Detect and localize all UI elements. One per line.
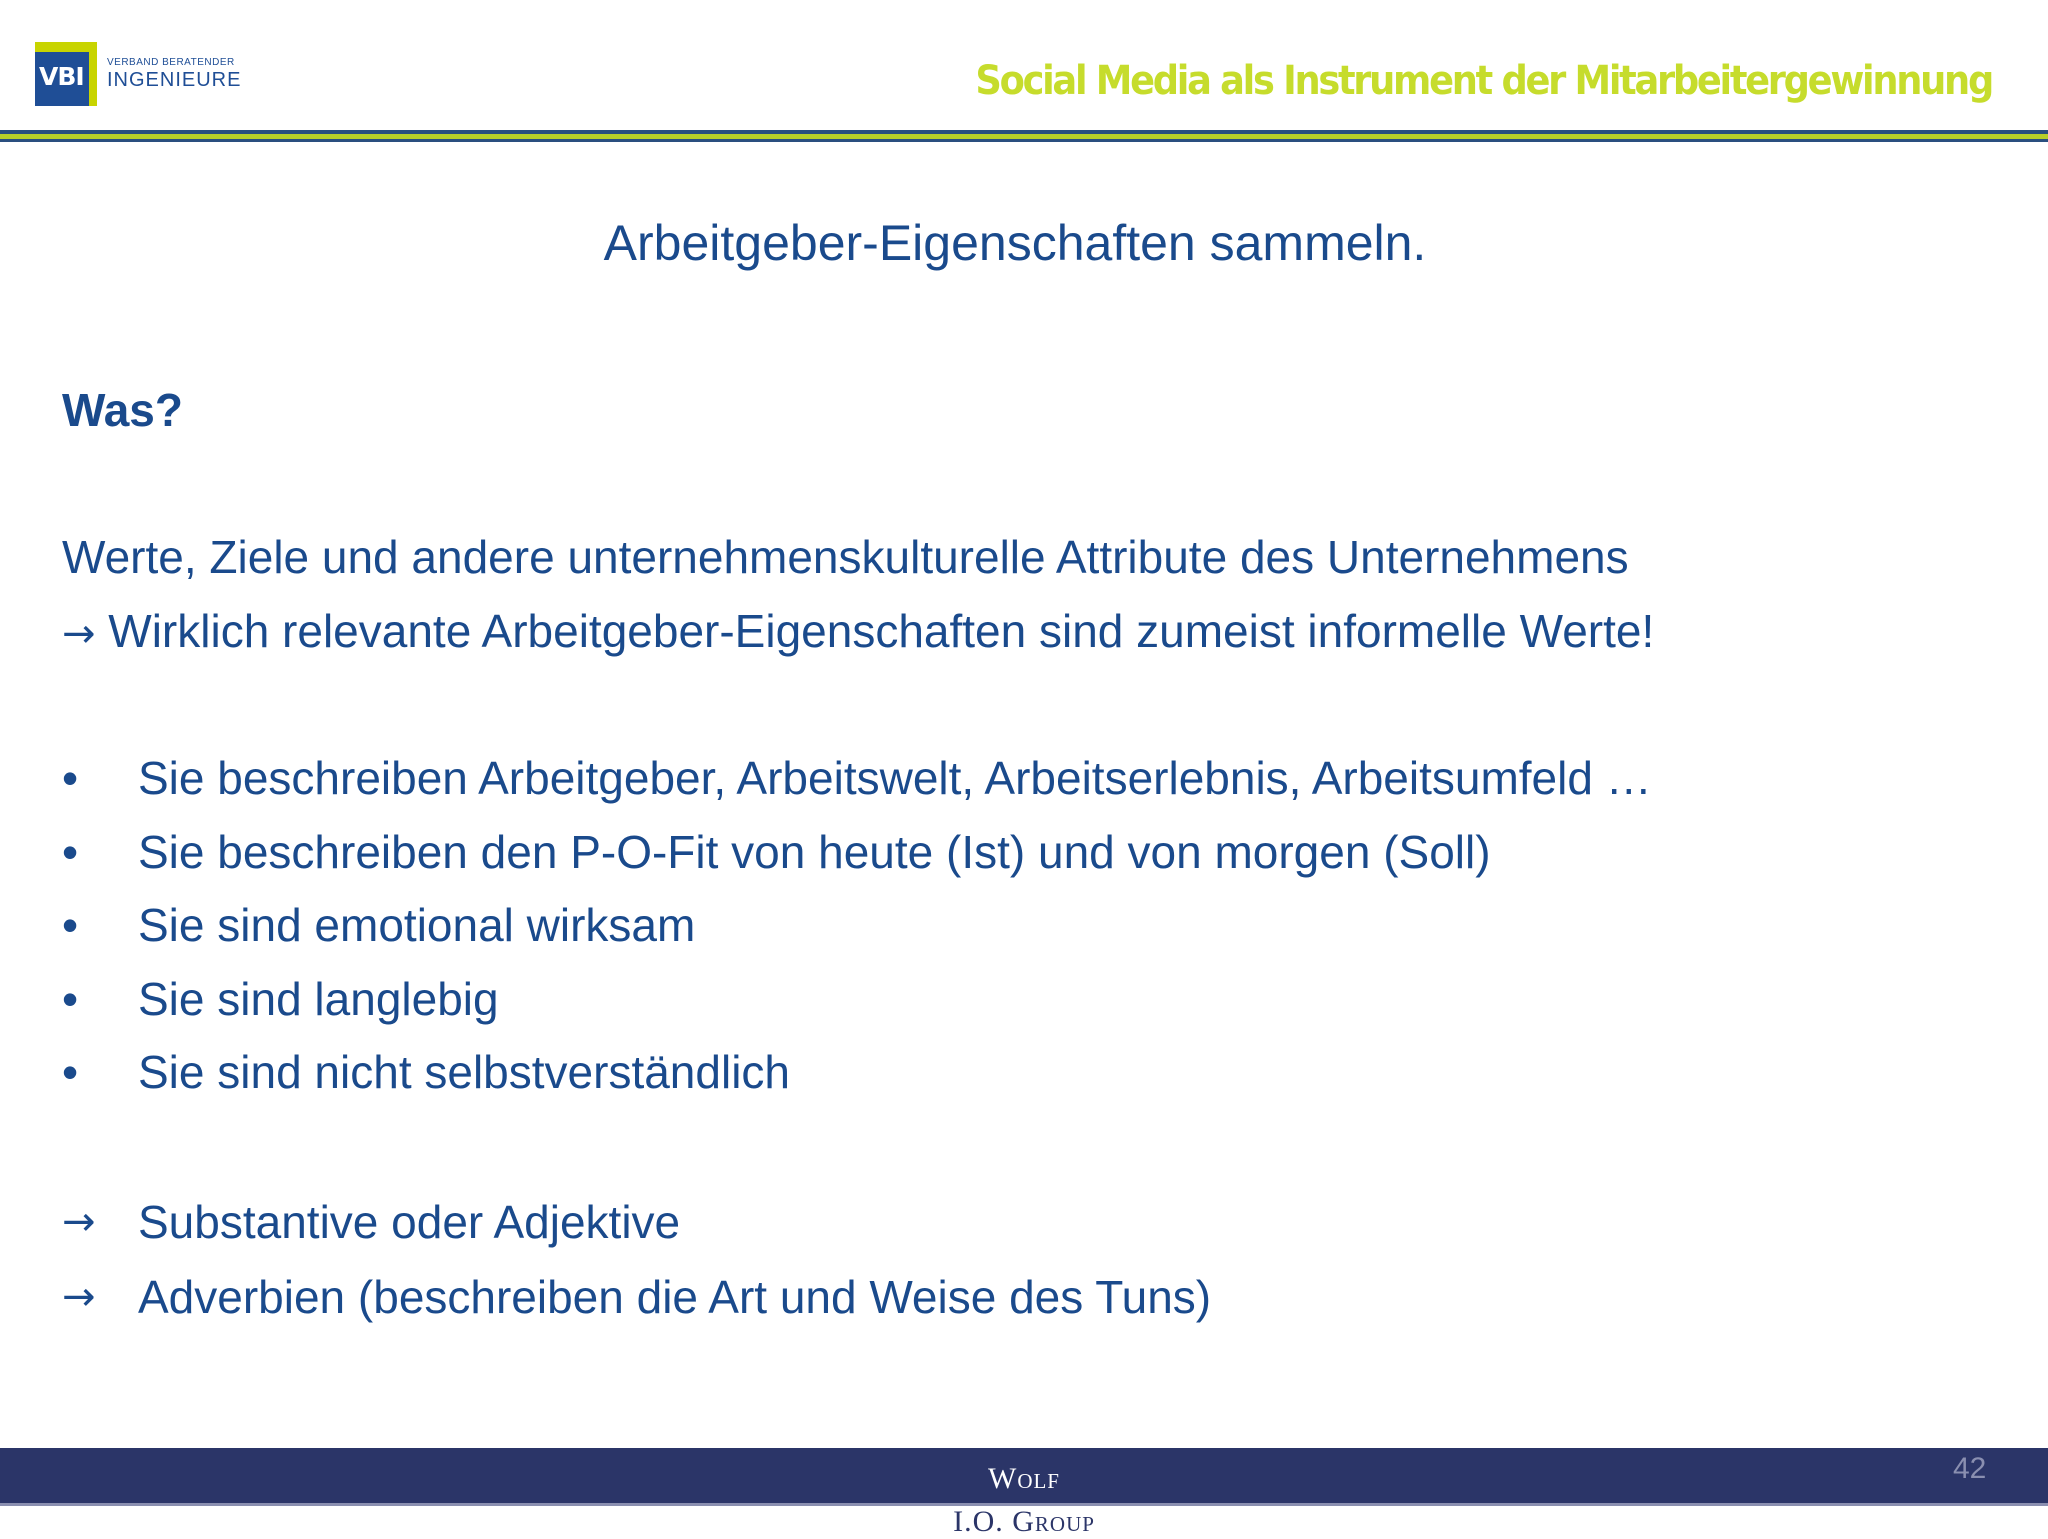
bullet-icon: • (62, 899, 79, 951)
slide-heading: Arbeitgeber-Eigenschaften sammeln. (603, 215, 1427, 271)
conclusion-item-text: Adverbien (beschreiben die Art und Weise des Tuns) (138, 1271, 1212, 1323)
conclusion-list (62, 1195, 1211, 1345)
bullet-icon: • (62, 1046, 79, 1098)
bullet-icon: • (62, 825, 79, 878)
arrow-right-icon: → (62, 1274, 96, 1320)
footer-brand-line-2: I.O. Group (953, 1505, 1095, 1538)
list-item-text: Sie beschreiben den P-O-Fit von heute (Ist) und von morgen (Soll) (138, 825, 1491, 878)
list-item-text: Sie sind langlebig (138, 972, 499, 1025)
bullet-icon: • (62, 752, 79, 804)
logo-line-2: INGENIEURE (107, 69, 242, 91)
header-divider (0, 130, 2048, 142)
conclusion-item (62, 1270, 1211, 1345)
intro-line-2 (62, 604, 1654, 658)
presentation-title: Social Media als Instrument der Mitarbeitergewinnung (975, 58, 1992, 104)
list-item (62, 1045, 1652, 1119)
list-item-text: Sie sind emotional wirksam (138, 899, 696, 951)
list-item (62, 972, 1652, 1046)
intro-line-1: Werte, Ziele und andere unternehmenskulturelle Attribute des Unternehmens (62, 531, 1629, 583)
list-item (62, 825, 1652, 899)
logo-accent-side (89, 42, 97, 106)
list-item-text: Sie beschreiben Arbeitgeber, Arbeitswelt, Arbeitserlebnis, Arbeitsumfeld … (138, 752, 1652, 804)
logo-line-1: VERBAND BERATENDER (107, 57, 235, 68)
slide-header (0, 0, 2048, 146)
list-item (62, 898, 1652, 972)
list-item (62, 751, 1652, 825)
bullet-list (62, 751, 1652, 1119)
vbi-logo (35, 42, 241, 106)
bullet-icon: • (62, 972, 79, 1025)
conclusion-item-text: Substantive oder Adjektive (138, 1196, 681, 1248)
conclusion-item (62, 1195, 1211, 1270)
section-label: Was? (62, 384, 183, 436)
arrow-right-icon: → (62, 611, 96, 657)
vbi-logo-mark (35, 42, 97, 106)
footer-brand-line-1: Wolf (988, 1462, 1060, 1495)
page-number: 42 (1953, 1452, 1987, 1485)
logo-accent-top (35, 42, 97, 52)
arrow-right-icon: → (62, 1199, 96, 1245)
list-item-text: Sie sind nicht selbstverständlich (138, 1046, 790, 1098)
intro-line-2-text: Wirklich relevante Arbeitgeber-Eigenschaften sind zumeist informelle Werte! (108, 605, 1655, 657)
logo-text (107, 57, 241, 91)
logo-abbreviation: VBI (39, 62, 84, 91)
